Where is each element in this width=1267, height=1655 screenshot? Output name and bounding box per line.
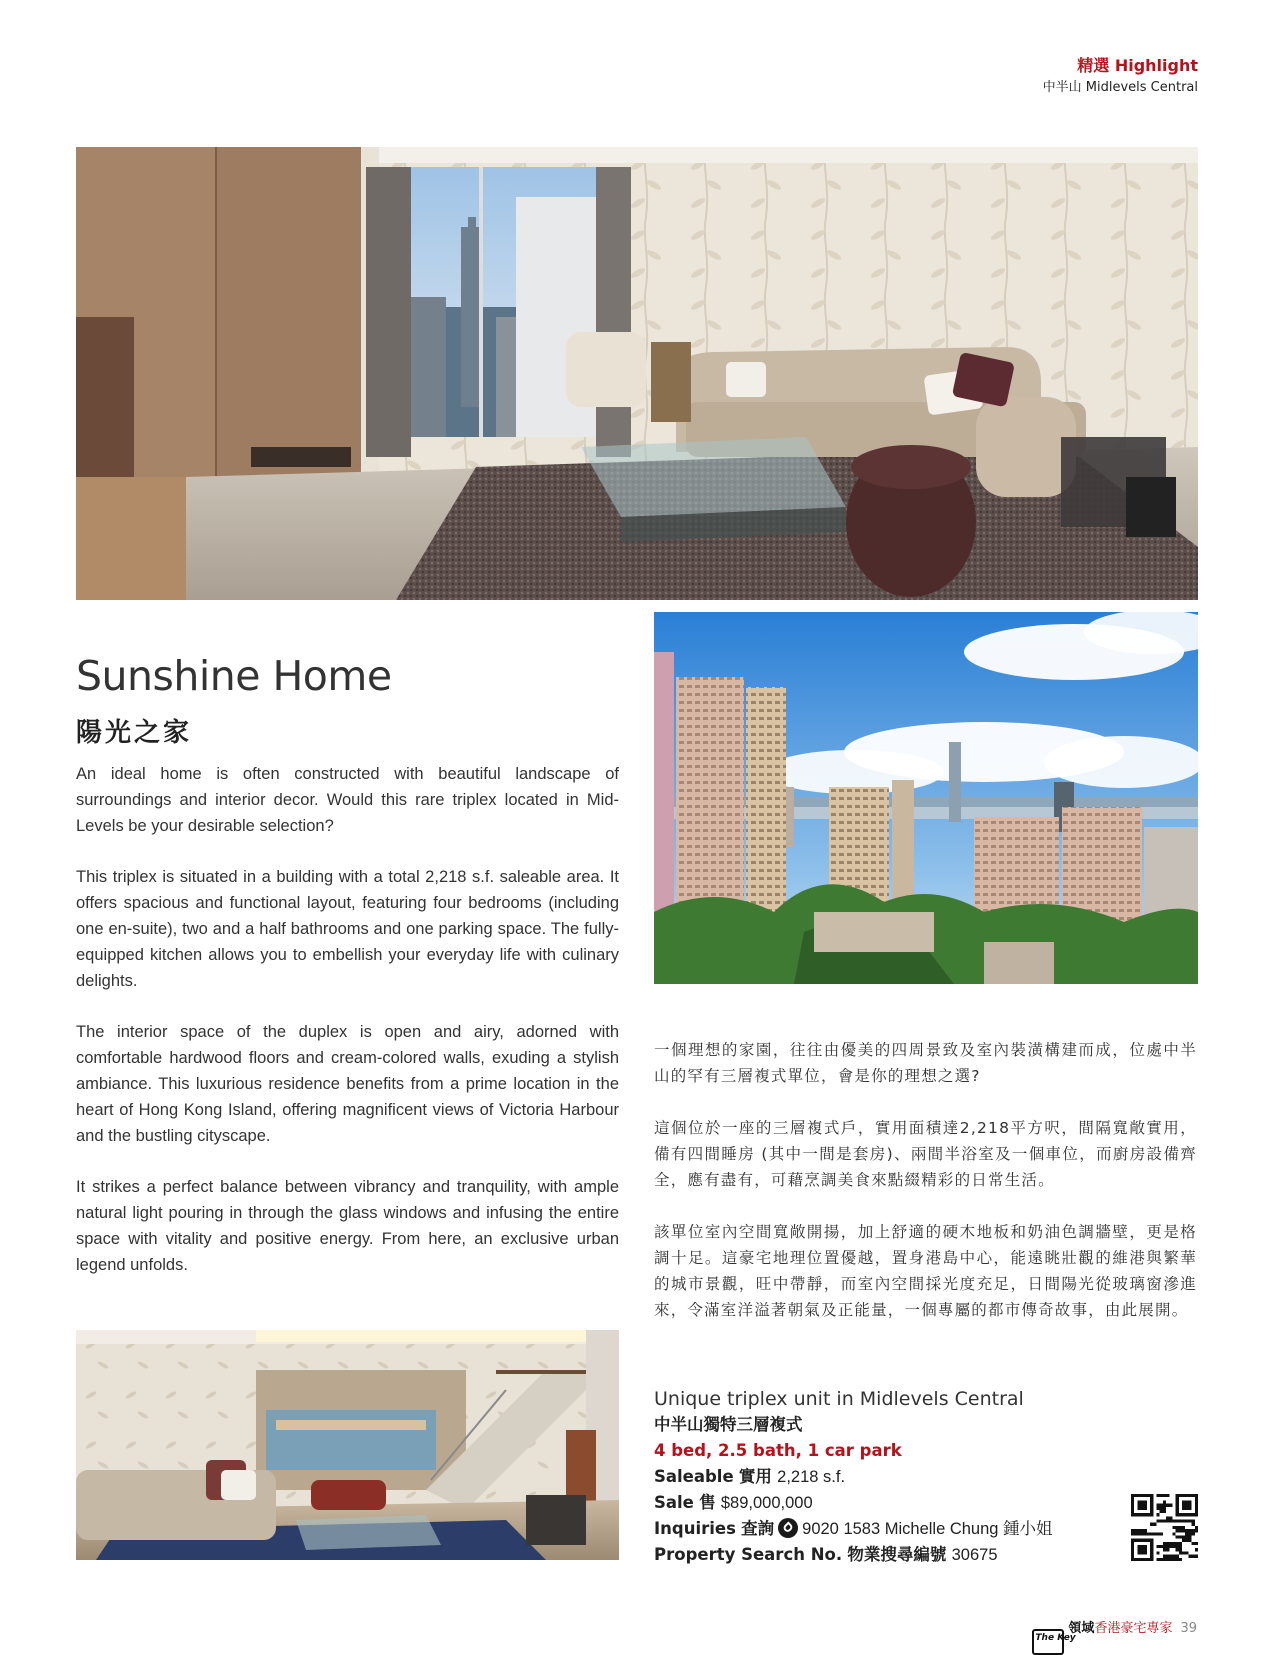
paragraph: An ideal home is often constructed with beautiful landscape of surroundings and interior decor. Would this rare triplex located in Mid-Levels be your desirable selection? (76, 765, 619, 835)
search-label-zh: 物業搜尋編號 (847, 1545, 947, 1564)
paragraph: The interior space of the duplex is open and airy, adorned with comfortable hardwood floors and cream-colored walls, exuding a stylish ambiance. This luxurious residence benefits from a prime location in the heart of Hong Kong Island, offering magnificent views of Victoria Harbour and the bustling cityscape. (76, 1023, 619, 1145)
property-info (654, 1386, 1053, 1568)
paragraph-zh: 這個位於一座的三層複式戶，實用面積達2,218平方呎，間隔寬敞實用，備有四間睡房 (其中一間是套房)、兩間半浴室及一個車位，而廚房設備齊全，應有盡有，可藉烹調美食來點綴精彩的日常生活。 (654, 1119, 1197, 1189)
section-label-en: Highlight (1114, 56, 1198, 75)
sale-label-en: Sale (654, 1493, 694, 1512)
info-inquiries (654, 1516, 1053, 1542)
article-body-zh (654, 1037, 1197, 1349)
section-label (1077, 53, 1198, 76)
inquiries-label-en: Inquiries (654, 1519, 736, 1538)
skyline-photo (654, 612, 1198, 984)
sale-value: $89,000,000 (720, 1494, 813, 1512)
inquiries-label-zh: 查詢 (741, 1519, 775, 1538)
qr-code[interactable] (1131, 1494, 1198, 1561)
info-headline-zh: 中半山獨特三層複式 (654, 1415, 803, 1434)
page-title-zh: 陽光之家 (76, 718, 193, 748)
brand-logo: The Key (1032, 1629, 1064, 1655)
footer (1032, 1617, 1197, 1655)
sale-label-zh: 售 (699, 1493, 716, 1512)
saleable-value: 2,218 s.f. (777, 1468, 846, 1486)
inquiries-value[interactable]: 9020 1583 Michelle Chung 鍾小姐 (802, 1520, 1053, 1538)
search-value: 30675 (951, 1546, 998, 1564)
saleable-label-zh: 實用 (738, 1467, 772, 1486)
living-room-photo (76, 147, 1198, 600)
saleable-label-en: Saleable (654, 1467, 734, 1486)
search-label-en: Property Search No. (654, 1545, 843, 1564)
info-sale (654, 1490, 1053, 1516)
paragraph: This triplex is situated in a building with a total 2,218 s.f. saleable area. It offers spacious and functional layout, featuring four bedrooms (including one en-suite), two and a half bathrooms and one parking space. The fully-equipped kitchen allows you to embellish your everyday life with culinary delights. (76, 868, 619, 990)
whatsapp-icon (778, 1518, 798, 1538)
brand-tagline-zh: 香港豪宅專家 (1094, 1621, 1173, 1636)
brand-name-zh: 領域 (1068, 1621, 1095, 1636)
info-headline-en: Unique triplex unit in Midlevels Central (654, 1388, 1024, 1410)
info-specs: 4 bed, 2.5 bath, 1 car park (654, 1441, 902, 1460)
area-label-en: Midlevels Central (1085, 80, 1198, 95)
info-saleable (654, 1464, 1053, 1490)
info-search-no (654, 1542, 1053, 1568)
area-label-zh: 中半山 (1042, 80, 1082, 95)
area-label (1043, 76, 1198, 95)
paragraph: It strikes a perfect balance between vibrancy and tranquility, with ample natural light pouring in through the glass windows and infusing the entire space with vitality and positive energy. From here, an exclusive urban legend unfolds. (76, 1178, 619, 1274)
page-number: 39 (1180, 1621, 1197, 1636)
lounge-photo (76, 1330, 619, 1560)
paragraph-zh: 該單位室內空間寬敞開揚，加上舒適的硬木地板和奶油色調牆壁，更是格調十足。這豪宅地理位置優越，置身港島中心，能遠眺壯觀的維港與繁華的城市景觀，旺中帶靜，而室內空間採光度充足，日間陽光從玻璃窗滲進來，令滿室洋溢著朝氣及正能量，一個專屬的都市傳奇故事，由此展開。 (654, 1223, 1197, 1319)
page-title: Sunshine Home (76, 652, 392, 700)
article-body-en (76, 762, 619, 1305)
section-label-zh: 精選 (1077, 56, 1110, 75)
paragraph-zh: 一個理想的家園，往往由優美的四周景致及室內裝潢構建而成，位處中半山的罕有三層複式單位，會是你的理想之選? (654, 1041, 1197, 1085)
